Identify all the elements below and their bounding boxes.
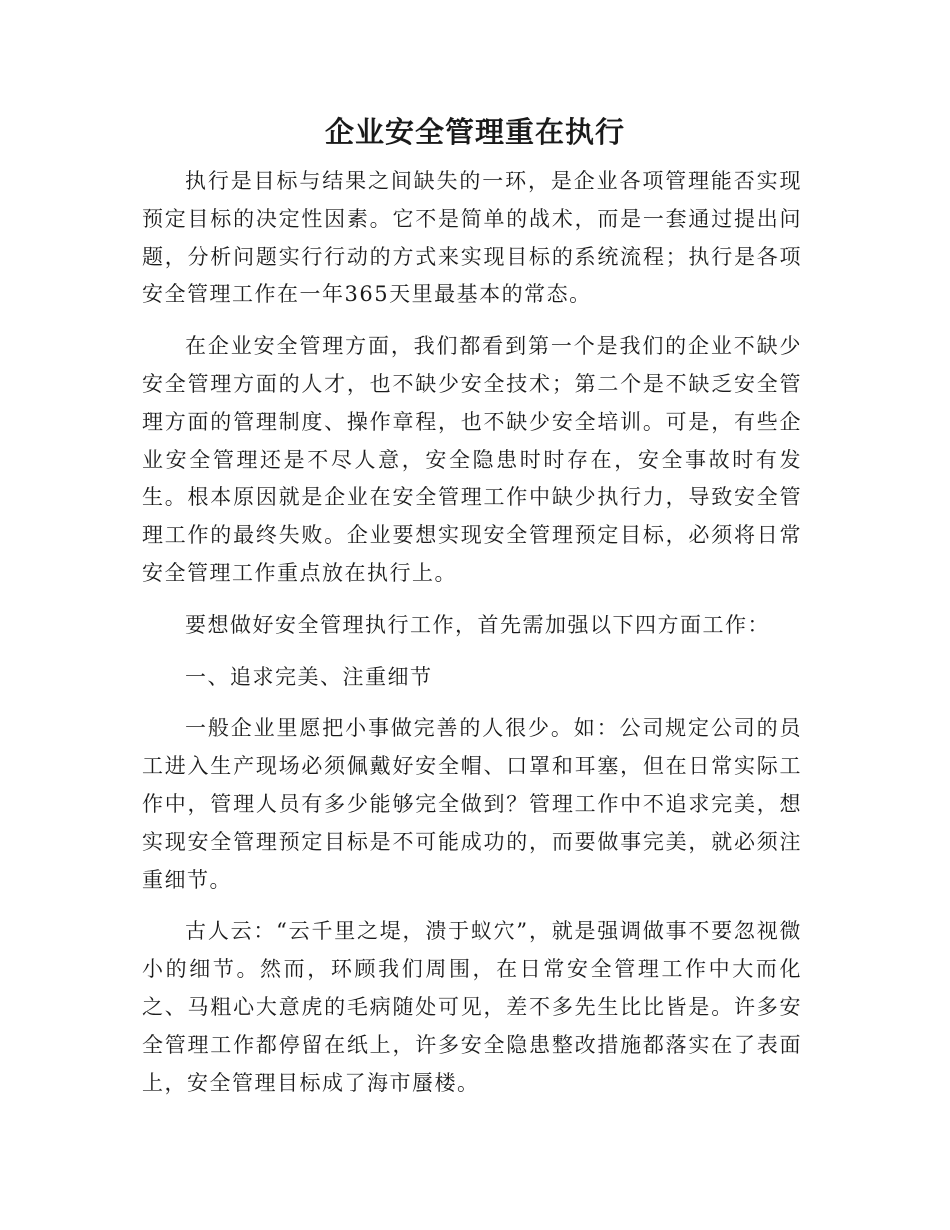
- paragraph-detail: 一般企业里愿把小事做完善的人很少。如：公司规定公司的员工进入生产现场必须佩戴好安全帽、口罩和耳塞，但在日常实际工作中，管理人员有多少能够完全做到？管理工作中不追求完美，想实现安全管理预定目标是不可能成功的，而要做事完美，就必须注重细节。: [142, 716, 802, 892]
- paragraph-intro: 执行是目标与结果之间缺失的一环，是企业各项管理能否实现预定目标的决定性因素。它不是简单的战术，而是一套通过提出问题，分析问题实行行动的方式来实现目标的系统流程；执行是各项安全管理工作在一年365天里最基本的常态。: [142, 169, 802, 307]
- paragraph-lead-in: 要想做好安全管理执行工作，首先需加强以下四方面工作：: [185, 612, 771, 637]
- paragraph-problem: 在企业安全管理方面，我们都看到第一个是我们的企业不缺少安全管理方面的人才，也不缺少安全技术；第二个是不缺乏安全管理方面的管理制度、操作章程，也不缺少安全培训。可是，有些企业安全管理还是不尽人意，安全隐患时时存在，安全事故时有发生。根本原因就是企业在安全管理工作中缺少执行力，导致安全管理工作的最终失败。企业要想实现安全管理预定目标，必须将日常安全管理工作重点放在执行上。: [142, 334, 802, 585]
- section-heading-1: 一、追求完美、注重细节: [185, 664, 433, 689]
- document-title: 企业安全管理重在执行: [324, 115, 625, 149]
- document-body: [142, 163, 802, 1116]
- paragraph-quote: 古人云：“云千里之堤，溃于蚁穴”，就是强调做事不要忽视微小的细节。然而，环顾我们周围，在日常安全管理工作中大而化之、马粗心大意虎的毛病随处可见，差不多先生比比皆是。许多安全管理工作都停留在纸上，许多安全隐患整改措施都落实在了表面上，安全管理目标成了海市蜃楼。: [142, 919, 802, 1095]
